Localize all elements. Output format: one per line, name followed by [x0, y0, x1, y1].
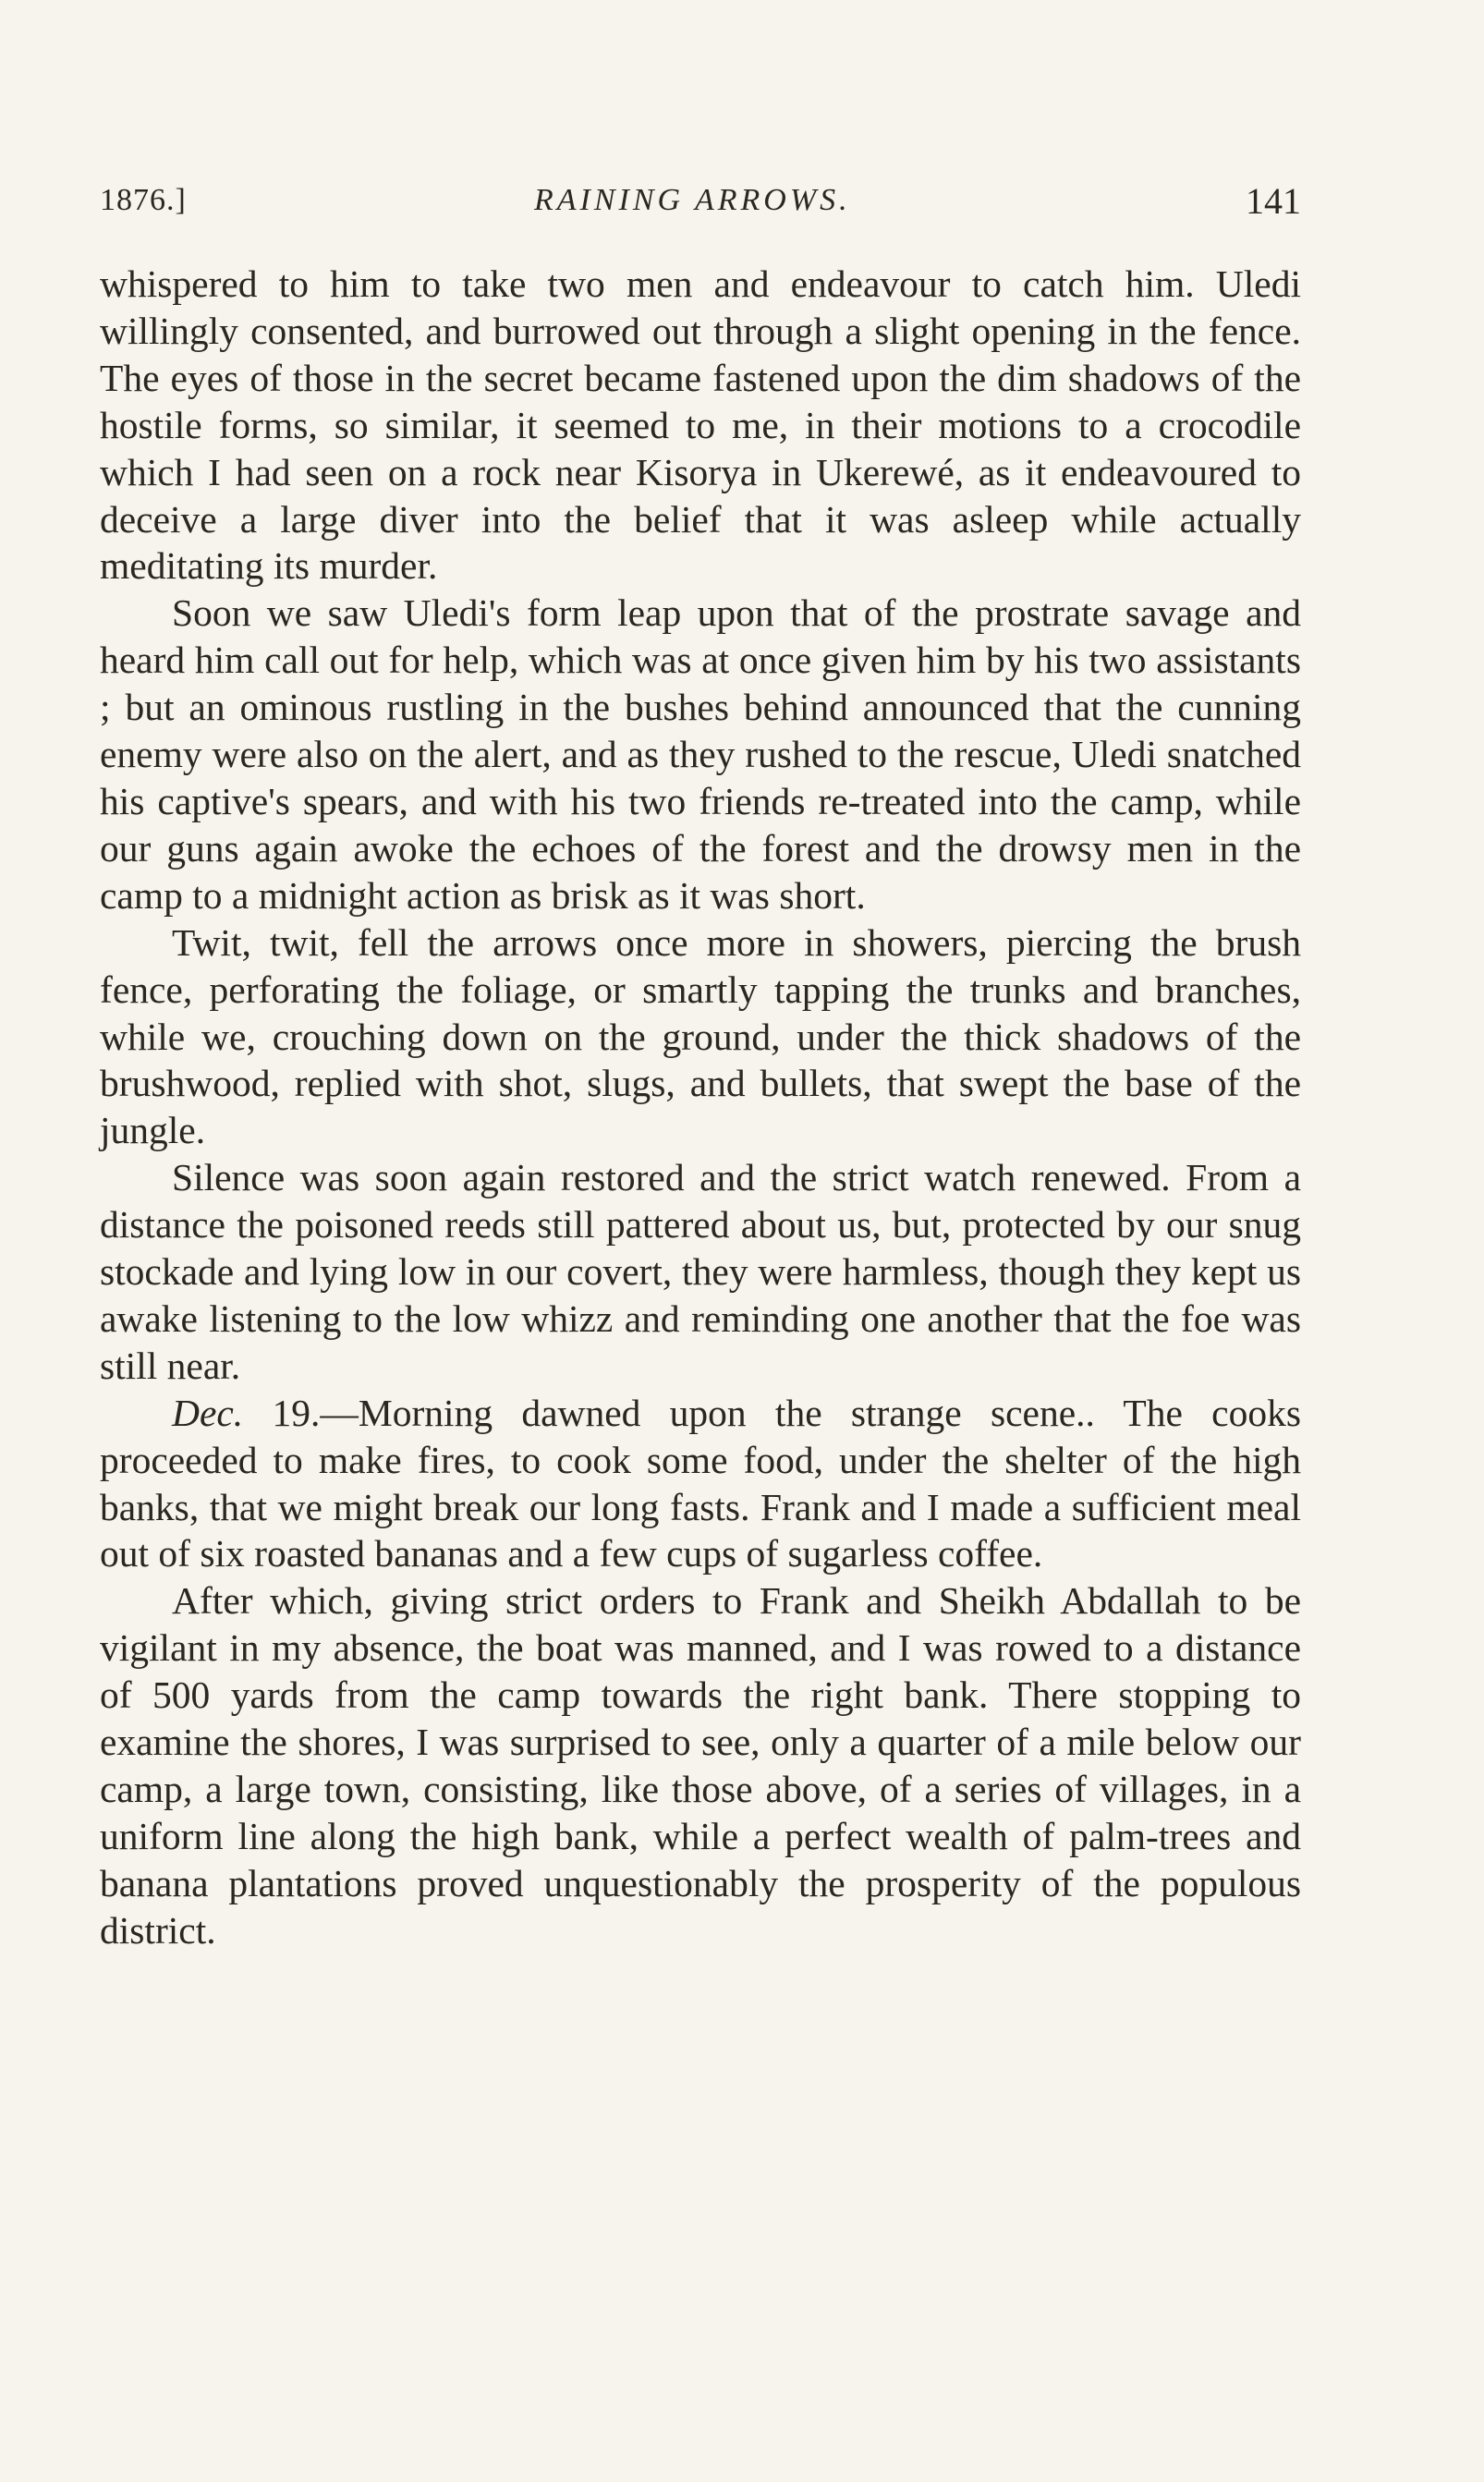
- paragraph-text: 19.—Morning dawned upon the strange scene.. The cooks proceeded to make fires, to cook some food, under the shelter of the high banks, that we might break our long fasts. Frank and I made a sufficient meal out of six roasted bananas and a few cups of sugarless coffee.: [100, 1391, 1301, 1576]
- paragraph: Silence was soon again restored and the strict watch renewed. From a distance the poisoned reeds still pattered about us, but, protected by our snug stockade and lying low in our covert, they were harmless, though they kept us awake listening to the low whizz and reminding one another that the foe was still near.: [100, 1156, 1301, 1387]
- header-year: 1876.]: [100, 183, 187, 217]
- date-label: Dec.: [172, 1391, 244, 1434]
- page-number: 141: [1246, 180, 1301, 222]
- body-text: [100, 261, 1301, 1954]
- paragraph-continuation: whispered to him to take two men and endeavour to catch him. Uledi willingly consented, and burrowed out through a slight opening in the fence. The eyes of those in the secret became fastened upon the dim shadows of the hostile forms, so similar, it seemed to me, in their motions to a crocodile which I had seen on a rock near Kisorya in Ukerewé, as it endeavoured to deceive a large diver into the belief that it was asleep while actually meditating its murder.: [100, 262, 1301, 588]
- paragraph-dated: [100, 1390, 1301, 1578]
- paragraph: Soon we saw Uledi's form leap upon that of the prostrate savage and heard him call out for help, which was at once given him by his two assistants ; but an ominous rustling in the bushes behind announced that the cunning enemy were also on the alert, and as they rushed to the rescue, Uledi snatched his captive's spears, and with his two friends re-treated into the camp, while our guns again awoke the echoes of the forest and the drowsy men in the camp to a midnight action as brisk as it was short.: [100, 591, 1301, 917]
- paragraph: After which, giving strict orders to Frank and Sheikh Abdallah to be vigilant in my absence, the boat was manned, and I was rowed to a distance of 500 yards from the camp towards the right bank. There stopping to examine the shores, I was surprised to see, only a quarter of a mile below our camp, a large town, consisting, like those above, of a series of villages, in a uniform line along the high bank, while a perfect wealth of palm-trees and banana plantations proved unquestionably the prosperity of the populous district.: [100, 1579, 1301, 1952]
- running-title: RAINING ARROWS.: [534, 183, 851, 217]
- paragraph: Twit, twit, fell the arrows once more in showers, piercing the brush fence, perforating the foliage, or smartly tapping the trunks and branches, while we, crouching down on the ground, under the thick shadows of the brushwood, replied with shot, slugs, and bullets, that swept the base of the jungle.: [100, 920, 1301, 1152]
- page-header: [100, 176, 1301, 222]
